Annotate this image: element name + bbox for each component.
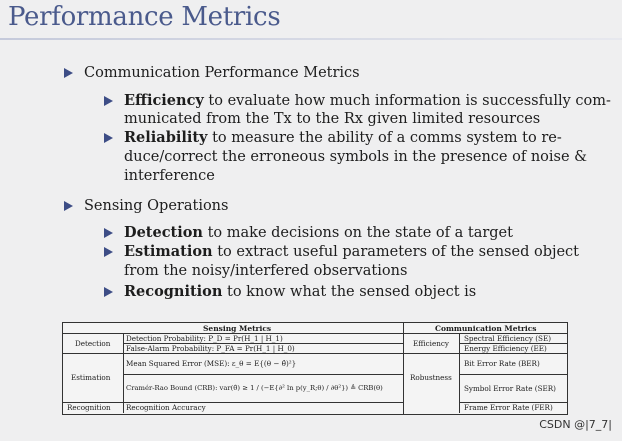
bullet-triangle-icon xyxy=(104,228,113,238)
frame-error-rate: Frame Error Rate (FER) xyxy=(464,403,553,412)
crb-formula: Cramér-Rao Bound (CRB): var(θ̂) ≥ 1 / (−E{∂² ln p(y_R;θ) / ∂θ²}) ≜ CRB(θ) xyxy=(126,384,383,392)
bullet-triangle-icon xyxy=(104,96,113,106)
communication-metrics-header: Communication Metrics xyxy=(435,324,537,333)
spectral-efficiency: Spectral Efficiency (SE) xyxy=(464,334,552,343)
item-text: to extract useful parameters of the sensed object xyxy=(212,244,579,260)
watermark: CSDN @|7_7| xyxy=(539,418,612,431)
item-term: Reliability xyxy=(124,129,208,146)
section-heading: Sensing Operations xyxy=(84,198,229,214)
mse-formula: Mean Squared Error (MSE): ε_θ = E{(θ − θ̂)²} xyxy=(126,359,297,368)
table-divider xyxy=(123,374,403,375)
estimation-label: Estimation xyxy=(71,373,111,382)
item-text: to know what the sensed object is xyxy=(222,284,477,300)
energy-efficiency: Energy Efficiency (EE) xyxy=(464,344,547,353)
item-text: to make decisions on the state of a target xyxy=(202,225,513,241)
item-text-continued: duce/correct the erroneous symbols in the presence of noise & xyxy=(124,149,588,165)
table-divider xyxy=(63,402,403,403)
item-term: Detection xyxy=(124,224,203,241)
item-text-continued: interference xyxy=(124,168,215,184)
metrics-table xyxy=(62,322,568,415)
section-heading: Communication Performance Metrics xyxy=(84,65,360,81)
table-divider xyxy=(403,353,567,354)
table-divider xyxy=(63,353,403,354)
item-text-continued: from the noisy/interfered observations xyxy=(124,263,408,279)
table-divider xyxy=(459,333,460,413)
bullet-triangle-icon xyxy=(104,133,113,143)
item-term: Efficiency xyxy=(124,92,204,109)
bit-error-rate: Bit Error Rate (BER) xyxy=(464,359,540,368)
bullet-triangle-icon xyxy=(64,201,73,211)
table-divider xyxy=(123,333,124,413)
detection-probability: Detection Probability: P_D = Pr(H_1 | H_1) xyxy=(126,334,283,343)
table-divider xyxy=(403,323,404,414)
recognition-label: Recognition xyxy=(67,403,111,412)
detection-label: Detection xyxy=(75,339,111,348)
sensing-metrics-header: Sensing Metrics xyxy=(203,324,272,333)
false-alarm-probability: False-Alarm Probability: P_FA = Pr(H_1 | H_0) xyxy=(126,344,295,353)
item-text-continued: municated from the Tx to the Rx given limited resources xyxy=(124,111,541,127)
recognition-accuracy: Recognition Accuracy xyxy=(126,403,206,412)
table-divider xyxy=(459,374,567,375)
bullet-triangle-icon xyxy=(104,287,113,297)
bullet-triangle-icon xyxy=(104,247,113,257)
item-text: to measure the ability of a comms system to re- xyxy=(207,130,562,146)
symbol-error-rate: Symbol Error Rate (SER) xyxy=(464,384,556,393)
efficiency-label: Efficiency xyxy=(413,339,449,348)
page-title: Performance Metrics xyxy=(8,2,281,32)
bullet-triangle-icon xyxy=(64,68,73,78)
title-divider xyxy=(0,38,622,40)
item-term: Estimation xyxy=(124,243,213,260)
item-term: Recognition xyxy=(124,283,223,300)
robustness-label: Robustness xyxy=(410,373,452,382)
item-text: to evaluate how much information is successfully com- xyxy=(203,93,611,109)
